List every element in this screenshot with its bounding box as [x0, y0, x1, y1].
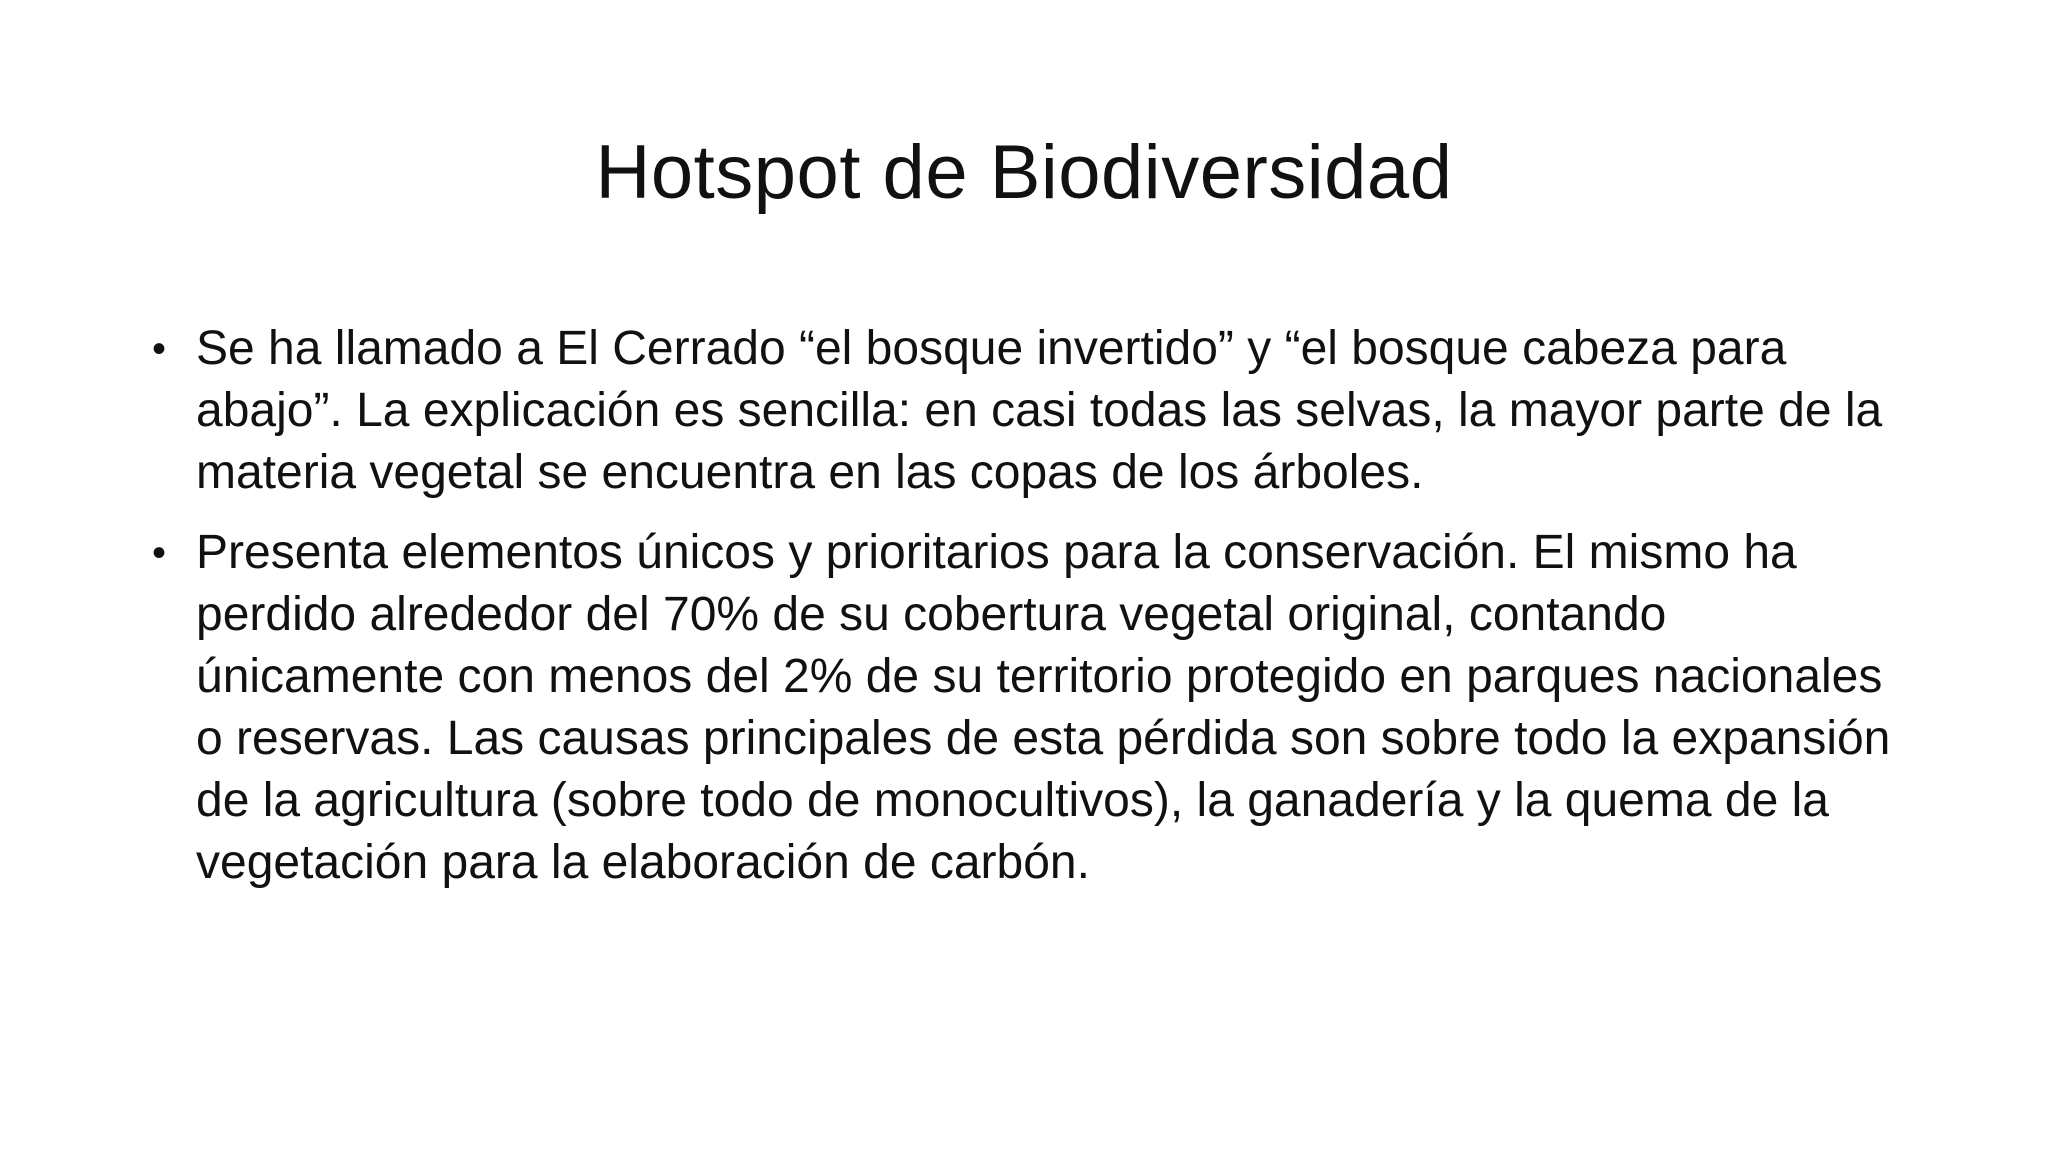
bullet-item: [148, 318, 1908, 504]
bullet-item: [148, 522, 1908, 894]
slide-title: Hotspot de Biodiversidad: [595, 130, 1453, 215]
bullet-marker: •: [152, 327, 167, 371]
bullet-text: Presenta elementos únicos y prioritarios para la conservación. El mismo ha perdido alrededor del 70% de su cobertura vegetal original, contando únicamente con menos del 2% de su territorio protegido en parques nacionales o reservas. Las causas principales de esta pérdida son sobre todo la expansión de la agricultura (sobre todo de monocultivos), la ganadería y la quema de la vegetación para la elaboración de carbón.: [196, 526, 1891, 889]
bullet-list: [148, 318, 1908, 912]
bullet-marker: •: [152, 531, 167, 575]
bullet-text: Se ha llamado a El Cerrado “el bosque invertido” y “el bosque cabeza para abajo”. La explicación es sencilla: en casi todas las selvas, la mayor parte de la materia vegetal se encuentra en las copas de los árboles.: [196, 322, 1883, 499]
